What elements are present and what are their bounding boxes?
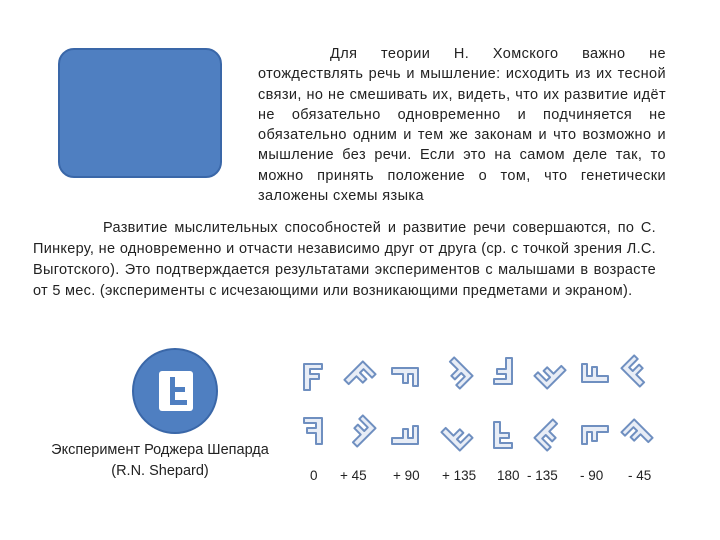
rotated-letter-icon: [134, 350, 220, 436]
rotation-figures: [285, 345, 665, 465]
shepard-figure-circle: [132, 348, 218, 434]
mirror-figure-minus-45-deg: [621, 419, 652, 450]
chomsky-paragraph: Для теории Н. Хомского важно не отождествлять речь и мышление: исходить из их тесной связи, но не смешивать их, видеть, что их развитие идёт не обязательно одновременно и подчиняется не обязательно одним и тем же законам и что возможно и мышление без речи. Если это на самом деле так, то можно принять положение о том, что генетически заложены схемы языка: [258, 46, 666, 205]
angle-label: - 135: [527, 468, 558, 483]
mirror-figure-0-deg: [304, 418, 322, 444]
angle-labels: [290, 468, 670, 488]
caption-subtitle: (R.N. Shepard): [111, 463, 209, 479]
figure-row-1: [304, 355, 653, 392]
mirror-figure-180-deg: [494, 422, 512, 448]
figure-row-2: [304, 415, 653, 450]
experiment-caption: [30, 440, 290, 482]
angle-label: - 45: [628, 468, 652, 483]
figure-135-deg: [441, 357, 472, 388]
figure-90-deg: [392, 368, 418, 386]
mirror-figure-minus-90-deg: [582, 426, 608, 444]
angle-label: 180: [497, 468, 520, 483]
caption-title: Эксперимент Роджера Шепарда: [51, 442, 269, 458]
mirror-figure-135-deg: [441, 419, 472, 450]
figure-0-deg: [304, 364, 322, 390]
figure-45-deg: [344, 361, 375, 392]
angle-label: - 90: [580, 468, 604, 483]
angle-label: + 90: [393, 468, 420, 483]
angle-label: + 45: [340, 468, 367, 483]
angle-label: + 135: [442, 468, 477, 483]
blue-rounded-rectangle: [58, 48, 222, 178]
mirror-figure-minus-135-deg: [534, 419, 565, 450]
pinker-paragraph-block: [33, 218, 656, 302]
chomsky-paragraph-block: [258, 44, 666, 206]
figure-minus-45-deg: [621, 355, 652, 386]
figure-minus-135-deg: [534, 357, 565, 388]
angle-label: 0: [310, 468, 318, 483]
figure-minus-90-deg: [582, 364, 608, 382]
figure-180-deg: [494, 358, 512, 384]
mirror-figure-90-deg: [392, 426, 418, 444]
pinker-paragraph: Развитие мыслительных способностей и развитие речи совершаются, по С. Пинкеру, не одновременно и отчасти независимо друг от друга (ср. с точкой зрения Л.С. Выготского). Это подтверждается результатами экспериментов с малышами в возрасте от 5 мес. (эксперименты с исчезающими или возникающими предметами и экраном).: [33, 220, 656, 299]
mirror-figure-45-deg: [344, 415, 375, 446]
